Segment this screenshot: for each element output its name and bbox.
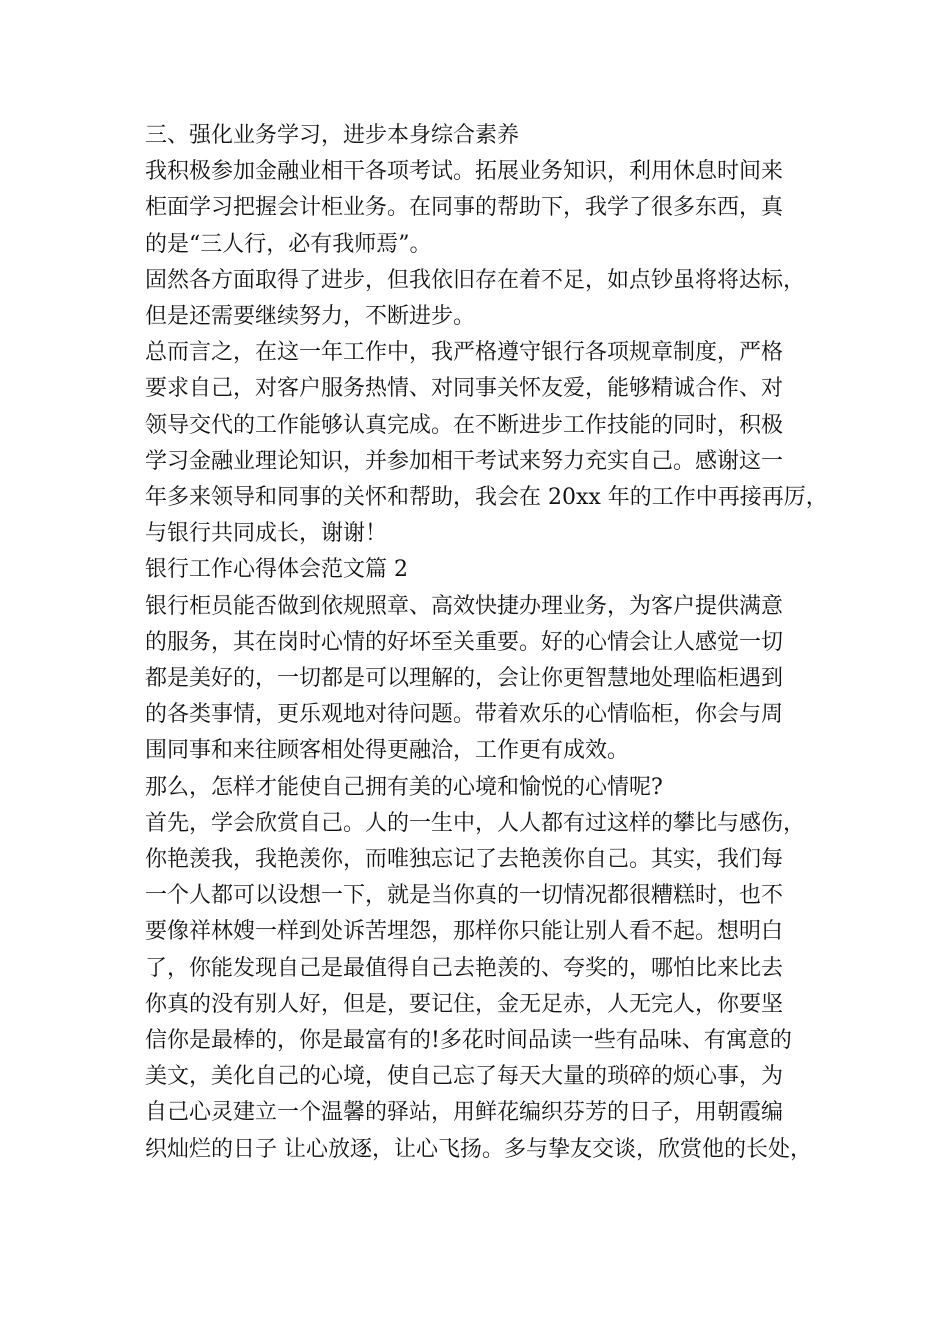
text-line: 首先，学会欣赏自己。人的一生中，人人都有过这样的攀比与感伤， <box>145 810 806 836</box>
document-body <box>145 118 830 1168</box>
text-line: 我积极参加金融业相干各项考试。拓展业务知识，利用休息时间来 <box>145 159 784 185</box>
text-line: 你真的没有别人好，但是，要记住，金无足赤，人无完人，你要坚 <box>145 991 784 1017</box>
text-line: 了，你能发现自己是最值得自己去艳羡的、夸奖的，哪怕比来比去 <box>145 955 784 981</box>
text-line: 美文，美化自己的心境，使自己忘了每天大量的琐碎的烦心事，为 <box>145 1064 784 1090</box>
text-line: 要求自己，对客户服务热情、对同事关怀友爱，能够精诚合作、对 <box>145 376 784 402</box>
text-line: 总而言之，在这一年工作中，我严格遵守银行各项规章制度，严格 <box>145 340 784 366</box>
text-line: 自己心灵建立一个温馨的驿站，用鲜花编织芬芳的日子，用朝霞编 <box>145 1100 784 1126</box>
text-line: 与银行共同成长，谢谢！ <box>145 521 388 547</box>
text-line: 要像祥林嫂一样到处诉苦埋怨，那样你只能让别人看不起。想明白 <box>145 919 784 945</box>
text-line: 信你是最棒的，你是最富有的!多花时间品读一些有品味、有寓意的 <box>145 1028 792 1054</box>
text-line: 的是“三人行，必有我师焉”。 <box>145 231 432 257</box>
text-line: 但是还需要继续努力，不断进步。 <box>145 304 476 330</box>
article-title: 银行工作心得体会范文篇 2 <box>145 557 408 583</box>
text-line: 年多来领导和同事的关怀和帮助，我会在 20xx 年的工作中再接再厉， <box>145 485 828 511</box>
text-line: 学习金融业理论知识，并参加相干考试来努力充实自己。感谢这一 <box>145 448 784 474</box>
text-line: 的各类事情，更乐观地对待问题。带着欢乐的心情临柜，你会与周 <box>145 702 784 728</box>
text-line: 固然各方面取得了进步，但我依旧存在着不足，如点钞虽将将达标， <box>145 267 806 293</box>
text-line: 银行柜员能否做到依规照章、高效快捷办理业务，为客户提供满意 <box>145 593 784 619</box>
text-line: 围同事和来往顾客相处得更融洽，工作更有成效。 <box>145 738 630 764</box>
text-line: 那么，怎样才能使自己拥有美的心境和愉悦的心情呢? <box>145 774 663 800</box>
text-line: 柜面学习把握会计柜业务。在同事的帮助下，我学了很多东西，真 <box>145 195 784 221</box>
text-line: 一个人都可以设想一下，就是当你真的一切情况都很糟糕时，也不 <box>145 883 784 909</box>
text-line: 织灿烂的日子 让心放逐，让心飞扬。多与挚友交谈，欣赏他的长处， <box>145 1136 812 1162</box>
text-line: 领导交代的工作能够认真完成。在不断进步工作技能的同时，积极 <box>145 412 784 438</box>
text-line: 的服务，其在岗时心情的好坏至关重要。好的心情会让人感觉一切 <box>145 629 784 655</box>
text-line: 你艳羡我，我艳羡你，而唯独忘记了去艳羡你自己。其实，我们每 <box>145 847 784 873</box>
text-line: 都是美好的，一切都是可以理解的，会让你更智慧地处理临柜遇到 <box>145 666 784 692</box>
heading-section-3: 三、强化业务学习，进步本身综合素养 <box>145 123 520 148</box>
